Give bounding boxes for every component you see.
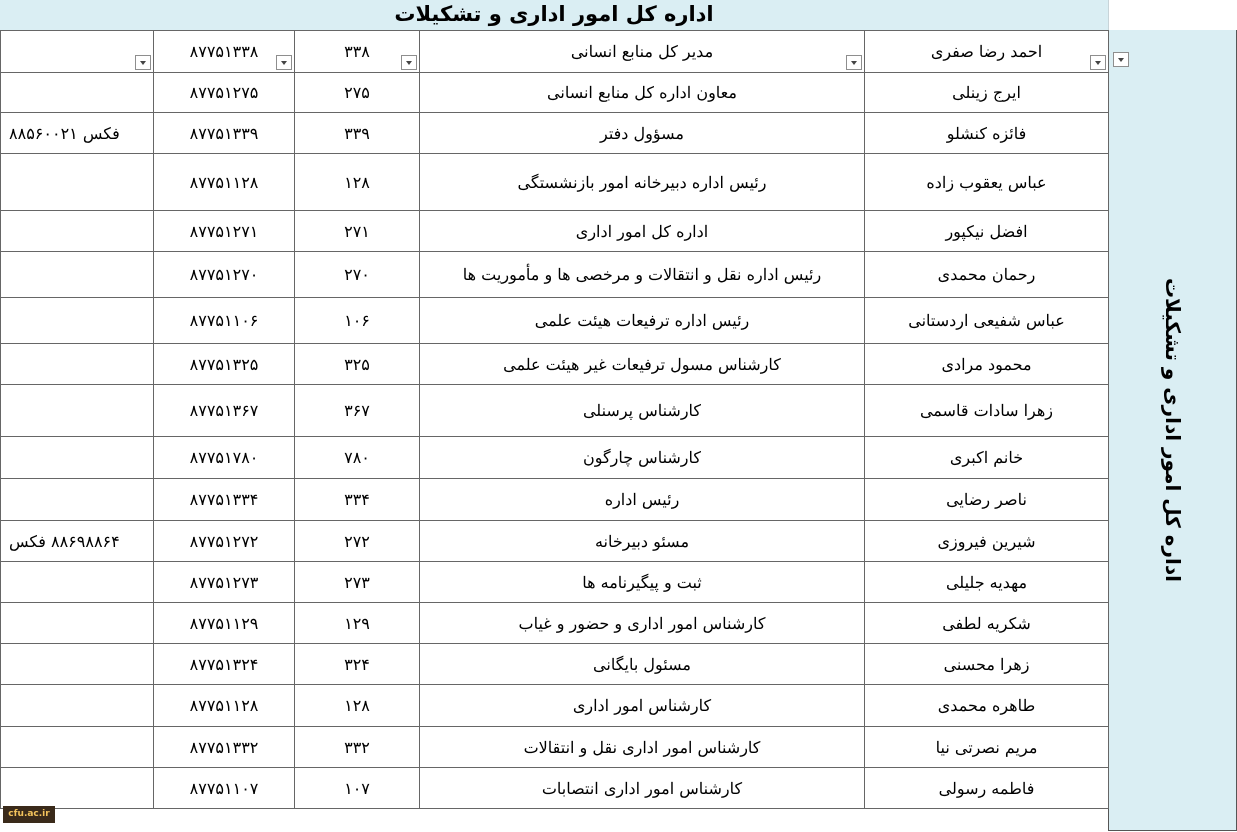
employee-name-cell[interactable] [865,211,1109,252]
employee-name-text: فاطمه رسولی [938,778,1035,798]
phone-text: ۸۷۷۵۱۳۲۵ [189,354,259,374]
extension-text: ۲۷۲ [344,531,370,551]
extension-cell[interactable] [295,562,420,603]
job-title-text: کارشناس امور اداری و حضور و غیاب [518,613,766,633]
extension-cell[interactable] [295,31,420,73]
extension-text: ۲۷۰ [344,265,370,284]
extension-text: ۱۲۸ [344,172,370,192]
corner-cell[interactable] [1108,0,1237,30]
employee-name-cell[interactable] [865,154,1109,211]
note-cell[interactable] [1,385,154,437]
extension-cell[interactable] [295,385,420,437]
table-row [1,727,1109,768]
employee-name-text: فائزه کنشلو [946,123,1027,143]
employee-name-text: شیرین فیروزی [937,531,1036,551]
extension-cell[interactable] [295,727,420,768]
filter-dropdown-icon[interactable] [1113,52,1129,67]
employee-name-text: زهرا محسنی [943,654,1030,674]
table-row [1,479,1109,521]
phone-cell[interactable] [154,479,295,521]
extension-text: ۲۷۳ [344,572,370,592]
phone-cell[interactable] [154,385,295,437]
job-title-text: مسؤول دفتر [600,123,684,143]
extension-cell[interactable] [295,154,420,211]
employee-name-cell[interactable] [865,727,1109,768]
note-cell[interactable] [1,344,154,385]
table-row [1,644,1109,685]
extension-cell[interactable] [295,73,420,113]
extension-text: ۱۰۷ [344,778,370,798]
filter-dropdown-icon[interactable] [846,55,862,70]
table-row [1,154,1109,211]
extension-cell[interactable] [295,298,420,344]
employee-name-cell[interactable] [865,252,1109,298]
phone-text: ۸۷۷۵۱۲۷۲ [189,531,259,551]
employee-name-text: رحمان محمدی [937,265,1036,284]
job-title-cell[interactable] [420,385,865,437]
employee-name-cell[interactable] [865,437,1109,479]
note-cell[interactable] [1,154,154,211]
phone-text: ۸۷۷۵۱۱۲۹ [189,613,259,633]
phone-text: ۸۷۷۵۱۲۷۰ [189,265,259,284]
phone-text: ۸۷۷۵۱۲۷۱ [189,221,259,241]
table-row [1,562,1109,603]
phone-cell[interactable] [154,31,295,73]
job-title-text: ثبت و پیگیرنامه ها [582,572,702,592]
employee-name-text: ناصر رضایی [946,490,1027,509]
job-title-cell[interactable] [420,479,865,521]
employee-name-cell[interactable] [865,73,1109,113]
note-cell[interactable] [1,211,154,252]
extension-cell[interactable] [295,521,420,562]
extension-text: ۳۳۸ [344,42,370,61]
note-cell[interactable] [1,562,154,603]
filter-dropdown-icon[interactable] [135,55,151,70]
side-label-cell[interactable] [1108,30,1237,831]
table-row [1,298,1109,344]
note-cell[interactable] [1,252,154,298]
phone-cell[interactable] [154,437,295,479]
extension-text: ۳۶۷ [344,401,370,420]
table-row [1,768,1109,809]
job-title-cell[interactable] [420,685,865,727]
job-title-text: اداره کل امور اداری [575,221,709,241]
phone-text: ۸۷۷۵۱۷۸۰ [189,448,259,467]
job-title-text: مسئو دبیرخانه [594,531,690,551]
phone-cell[interactable] [154,344,295,385]
employee-name-text: خانم اکبری [949,448,1024,467]
phone-cell[interactable] [154,727,295,768]
extension-cell[interactable] [295,768,420,809]
job-title-text: کارشناس چارگون [582,448,702,467]
filter-dropdown-icon[interactable] [276,55,292,70]
phone-cell[interactable] [154,73,295,113]
employee-name-text: افضل نیکپور [945,221,1028,241]
employee-name-cell[interactable] [865,644,1109,685]
extension-text: ۲۷۱ [344,221,370,241]
phone-text: ۸۷۷۵۱۳۳۲ [189,737,259,757]
phone-text: ۸۷۷۵۱۱۰۷ [189,778,259,798]
employee-name-text: مهدیه جلیلی [945,572,1028,592]
extension-text: ۱۲۸ [344,696,370,715]
phone-cell[interactable] [154,298,295,344]
note-cell[interactable] [1,768,154,809]
note-cell[interactable] [1,644,154,685]
extension-text: ۷۸۰ [344,448,370,467]
employee-name-cell[interactable] [865,385,1109,437]
side-label: اداره کل امور اداری و تشکیلات [1160,277,1185,583]
job-title-text: رئیس اداره نقل و انتقالات و مرخصی ها و مأموریت ها [462,265,822,284]
extension-cell[interactable] [295,252,420,298]
employee-name-text: طاهره محمدی [937,696,1036,715]
note-cell[interactable] [1,31,154,73]
phone-cell[interactable] [154,685,295,727]
employee-name-cell[interactable] [865,521,1109,562]
job-title-cell[interactable] [420,211,865,252]
table-row [1,252,1109,298]
job-title-cell[interactable] [420,298,865,344]
phone-text: ۸۷۷۵۱۲۷۳ [189,572,259,592]
employee-name-text: عباس یعقوب زاده [926,172,1047,192]
employee-name-text: زهرا سادات قاسمی [919,401,1054,420]
job-title-cell[interactable] [420,727,865,768]
job-title-cell[interactable] [420,31,865,73]
phone-cell[interactable] [154,211,295,252]
extension-cell[interactable] [295,437,420,479]
job-title-text: معاون اداره کل منابع انسانی [547,83,737,102]
job-title-cell[interactable] [420,644,865,685]
phone-cell[interactable] [154,154,295,211]
extension-cell[interactable] [295,113,420,154]
cfu-logo: cfu.ac.ir [3,806,55,823]
phone-cell[interactable] [154,644,295,685]
extension-text: ۳۳۹ [344,123,370,143]
phone-cell[interactable] [154,113,295,154]
table-row [1,211,1109,252]
extension-cell[interactable] [295,603,420,644]
extension-text: ۳۳۲ [344,737,370,757]
phone-cell[interactable] [154,768,295,809]
employee-name-cell[interactable] [865,768,1109,809]
job-title-text: رئیس اداره [604,490,680,509]
job-title-text: مدیر کل منابع انسانی [570,42,714,61]
note-cell[interactable] [1,437,154,479]
phone-text: ۸۷۷۵۱۲۷۵ [189,83,259,102]
phone-text: ۸۷۷۵۱۳۲۴ [189,654,259,674]
employee-name-cell[interactable] [865,298,1109,344]
extension-cell[interactable] [295,479,420,521]
table-row [1,113,1109,154]
phone-cell[interactable] [154,562,295,603]
extension-text: ۱۰۶ [344,311,370,330]
filter-dropdown-icon[interactable] [401,55,417,70]
employee-name-cell[interactable] [865,479,1109,521]
employee-name-text: عباس شفیعی اردستانی [908,311,1065,330]
page-title: اداره کل امور اداری و تشکیلات [394,2,714,26]
note-cell[interactable] [1,521,154,562]
job-title-cell[interactable] [420,113,865,154]
table-row [1,31,1109,73]
extension-cell[interactable] [295,685,420,727]
note-cell[interactable] [1,479,154,521]
note-cell[interactable] [1,113,154,154]
job-title-text: کارشناس مسول ترفیعات غیر هیئت علمی [503,354,781,374]
phone-text: ۸۷۷۵۱۱۲۸ [189,172,259,192]
job-title-cell[interactable] [420,562,865,603]
table-row [1,437,1109,479]
phone-text: ۸۷۷۵۱۱۲۸ [189,696,259,715]
title-bar [0,0,1108,31]
employee-name-cell[interactable] [865,685,1109,727]
extension-text: ۳۲۴ [344,654,370,674]
job-title-cell[interactable] [420,437,865,479]
employee-name-cell[interactable] [865,113,1109,154]
table-row [1,344,1109,385]
job-title-text: کارشناس امور اداری انتصابات [541,778,743,798]
extension-cell[interactable] [295,644,420,685]
job-title-cell[interactable] [420,344,865,385]
job-title-text: رئیس اداره ترفیعات هیئت علمی [534,311,750,330]
phone-cell[interactable] [154,603,295,644]
employee-name-text: محمود مرادی [941,354,1032,374]
note-text: ۸۸۶۹۸۸۶۴ فکس [9,531,120,551]
phone-cell[interactable] [154,252,295,298]
job-title-text: کارشناس امور اداری نقل و انتقالات [523,737,761,757]
phone-text: ۸۷۷۵۱۳۳۹ [189,123,259,143]
extension-text: ۱۲۹ [344,613,370,633]
employee-name-cell[interactable] [865,31,1109,73]
job-title-text: رئیس اداره دبیرخانه امور بازنشستگی [517,172,767,192]
job-title-cell[interactable] [420,252,865,298]
table-row [1,521,1109,562]
phone-cell[interactable] [154,521,295,562]
note-cell[interactable] [1,603,154,644]
phone-text: ۸۷۷۵۱۳۳۸ [189,42,259,61]
note-text: فکس ۸۸۵۶۰۰۲۱ [9,123,120,143]
employee-name-cell[interactable] [865,344,1109,385]
note-cell[interactable] [1,685,154,727]
employee-name-text: احمد رضا صفری [930,42,1043,61]
job-title-cell[interactable] [420,521,865,562]
note-cell[interactable] [1,73,154,113]
phone-text: ۸۷۷۵۱۳۶۷ [189,401,259,420]
note-cell[interactable] [1,727,154,768]
job-title-cell[interactable] [420,603,865,644]
table-row [1,603,1109,644]
phone-text: ۸۷۷۵۱۱۰۶ [189,311,259,330]
extension-text: ۲۷۵ [344,83,370,102]
employee-name-cell[interactable] [865,562,1109,603]
contacts-table [0,30,1109,809]
job-title-cell[interactable] [420,73,865,113]
extension-text: ۳۲۵ [344,354,370,374]
job-title-cell[interactable] [420,154,865,211]
job-title-text: مسئول بایگانی [593,654,691,674]
employee-name-cell[interactable] [865,603,1109,644]
employee-name-text: شکریه لطفی [942,613,1031,633]
note-cell[interactable] [1,298,154,344]
extension-cell[interactable] [295,344,420,385]
job-title-text: کارشناس پرسنلی [582,401,702,420]
job-title-cell[interactable] [420,768,865,809]
phone-text: ۸۷۷۵۱۳۳۴ [189,490,259,509]
table-row [1,385,1109,437]
employee-name-text: مریم نصرتی نیا [935,737,1038,757]
extension-cell[interactable] [295,211,420,252]
extension-text: ۳۳۴ [344,490,370,509]
table-row [1,73,1109,113]
table-row [1,685,1109,727]
job-title-text: کارشناس امور اداری [572,696,712,715]
employee-name-text: ایرج زینلی [952,83,1021,102]
filter-dropdown-icon[interactable] [1090,55,1106,70]
